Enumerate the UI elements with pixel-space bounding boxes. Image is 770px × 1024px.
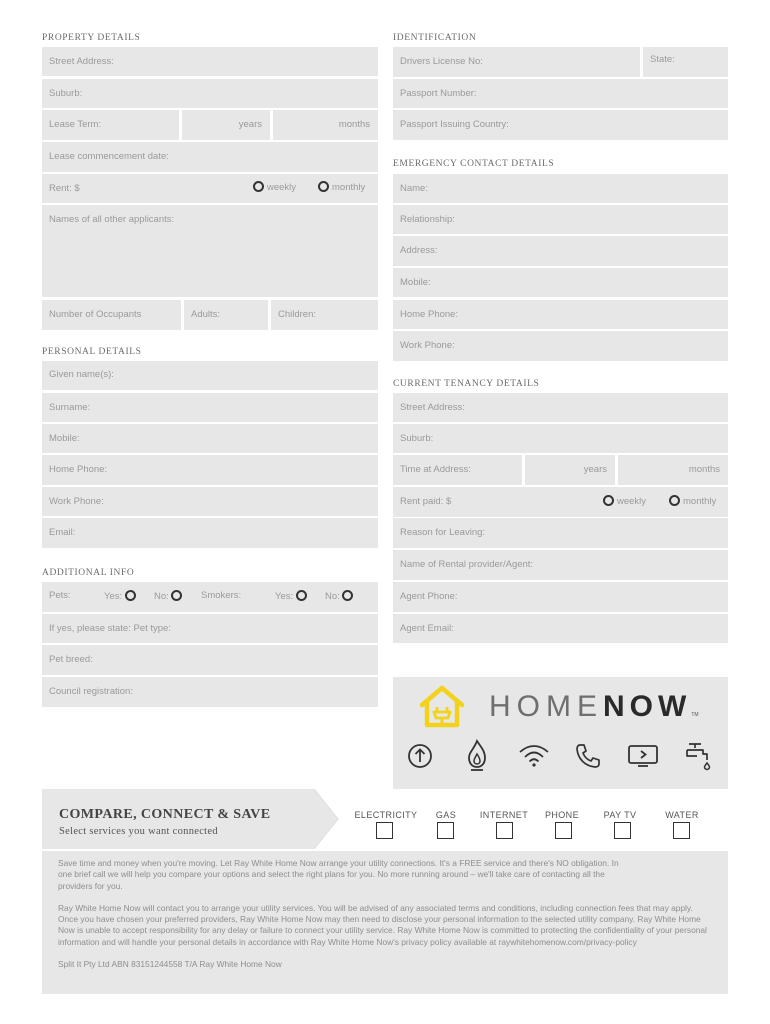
- water-tap-icon: [683, 739, 713, 771]
- rent-monthly-option[interactable]: [318, 181, 365, 193]
- property-heading: PROPERTY DETAILS: [42, 33, 141, 43]
- current-street-label: Street Address:: [400, 402, 465, 413]
- phone-icon: [574, 742, 602, 770]
- service-gas-checkbox[interactable]: [437, 822, 454, 839]
- radio-icon[interactable]: [669, 495, 680, 506]
- personal-email-field[interactable]: [42, 518, 378, 548]
- emergency-address-label: Address:: [400, 245, 438, 256]
- passport-country-field[interactable]: [393, 110, 728, 140]
- smokers-yes-label: Yes:: [275, 591, 294, 602]
- radio-icon[interactable]: [342, 590, 353, 601]
- rental-provider-label: Name of Rental provider/Agent:: [400, 559, 534, 570]
- other-applicants-label: Names of all other applicants:: [49, 214, 175, 225]
- emergency-heading: EMERGENCY CONTACT DETAILS: [393, 159, 555, 169]
- personal-home-phone-field[interactable]: [42, 455, 378, 485]
- personal-email-label: Email:: [49, 527, 76, 538]
- council-registration-field[interactable]: [42, 677, 378, 707]
- footer-abn: Split It Pty Ltd ABN 83151244558 T/A Ray White Home Now: [58, 959, 282, 970]
- property-suburb-field[interactable]: [42, 79, 378, 108]
- passport-field[interactable]: [393, 79, 728, 108]
- compare-bar: [42, 789, 728, 849]
- brand-tm-text: TM: [691, 712, 699, 718]
- service-paytv-checkbox[interactable]: [614, 822, 631, 839]
- rent-label: Rent: $: [49, 183, 80, 194]
- reason-leaving-label: Reason for Leaving:: [400, 527, 486, 538]
- pets-label: Pets:: [49, 590, 71, 601]
- agent-email-label: Agent Email:: [400, 623, 454, 634]
- personal-home-phone-label: Home Phone:: [49, 464, 108, 475]
- current-suburb-label: Suburb:: [400, 433, 434, 444]
- brand-home-text: HOME: [489, 690, 603, 723]
- children-label: Children:: [278, 309, 317, 320]
- rent-monthly-label: monthly: [332, 182, 366, 193]
- electricity-icon: [406, 741, 434, 771]
- other-applicants-field[interactable]: [42, 205, 378, 297]
- service-internet-label: INTERNET: [479, 810, 529, 820]
- emergency-relationship-field[interactable]: [393, 205, 728, 234]
- footer-terms-paragraph: Ray White Home Now will contact you to arrange your utility services. You will be advised of any associated terms and conditions, including connection fees that may apply. Once you have chosen your preferred providers, Ray White Home Now may then need to disclose your personal information to the selected utility company. Ray White Home Now is unable to accept responsibility for any delay or failure to connect your utility service. Ray White Home Now is committed to protecting the confidentiality of your personal information and will handle your personal details in accordance with Ray White Home Now's privacy policy available at raywhitehomenow.com/privacy-policy: [58, 902, 707, 947]
- agent-phone-label: Agent Phone:: [400, 591, 458, 602]
- rent-paid-monthly-option[interactable]: [669, 495, 716, 507]
- gas-flame-icon: [466, 739, 488, 773]
- current-suburb-field[interactable]: [393, 424, 728, 453]
- license-state-label: State:: [650, 54, 675, 65]
- pets-yes-option[interactable]: [104, 590, 139, 602]
- rental-provider-field[interactable]: [393, 550, 728, 580]
- service-electricity-checkbox[interactable]: [376, 822, 393, 839]
- radio-icon[interactable]: [296, 590, 307, 601]
- compare-title: COMPARE, CONNECT & SAVE: [59, 807, 271, 822]
- rent-paid-weekly-option[interactable]: [603, 495, 646, 507]
- personal-mobile-label: Mobile:: [49, 433, 80, 444]
- license-field[interactable]: [393, 47, 640, 77]
- service-electricity-label: ELECTRICITY: [354, 810, 418, 820]
- rent-paid-field[interactable]: [393, 487, 728, 517]
- property-street-field[interactable]: [42, 47, 378, 76]
- pet-type-label: If yes, please state: Pet type:: [49, 623, 171, 634]
- lease-years-label: years: [238, 119, 262, 130]
- time-at-address-field[interactable]: [393, 455, 522, 485]
- rent-paid-label: Rent paid: $: [400, 496, 452, 507]
- pets-no-option[interactable]: [154, 590, 185, 602]
- footer-intro-paragraph: Save time and money when you're moving. Let Ray White Home Now arrange your utility connections. It's a FREE service and there's NO obligation. In one brief call we will help you compare your options and select the right plans for you. No more running around – we'll take care of contacting all the providers for you.: [58, 858, 619, 891]
- service-phone-label: PHONE: [544, 810, 579, 820]
- service-internet-checkbox[interactable]: [496, 822, 513, 839]
- rent-paid-monthly-label: monthly: [683, 496, 717, 507]
- pet-type-field[interactable]: [42, 614, 378, 643]
- house-plug-logo-icon: [417, 683, 467, 729]
- brand-now-text: NOW: [603, 690, 692, 723]
- time-months-field[interactable]: [618, 455, 728, 485]
- given-name-label: Given name(s):: [49, 369, 114, 380]
- time-months-label: months: [688, 464, 720, 475]
- smokers-no-option[interactable]: [325, 590, 356, 602]
- agent-email-field[interactable]: [393, 614, 728, 643]
- council-registration-label: Council registration:: [49, 686, 133, 697]
- personal-heading: PERSONAL DETAILS: [42, 347, 142, 357]
- lease-commencement-field[interactable]: [42, 142, 378, 172]
- emergency-mobile-label: Mobile:: [400, 277, 431, 288]
- pay-tv-icon: [626, 743, 660, 769]
- pet-breed-field[interactable]: [42, 645, 378, 675]
- smokers-label: Smokers:: [201, 590, 242, 601]
- service-phone-checkbox[interactable]: [555, 822, 572, 839]
- service-paytv-label: PAY TV: [603, 810, 637, 820]
- rent-field[interactable]: [42, 174, 378, 203]
- emergency-mobile-field[interactable]: [393, 268, 728, 297]
- internet-wifi-icon: [517, 743, 551, 769]
- occupants-field[interactable]: [42, 300, 181, 330]
- pet-breed-label: Pet breed:: [49, 654, 93, 665]
- pets-no-label: No:: [154, 591, 169, 602]
- adults-field[interactable]: [184, 300, 268, 330]
- radio-icon[interactable]: [318, 181, 329, 192]
- radio-icon[interactable]: [125, 590, 136, 601]
- service-water-label: WATER: [665, 810, 699, 820]
- brand-wordmark: [489, 690, 699, 724]
- current-street-field[interactable]: [393, 393, 728, 422]
- lease-term-label: Lease Term:: [49, 119, 102, 130]
- emergency-name-label: Name:: [400, 183, 428, 194]
- lease-commencement-label: Lease commencement date:: [49, 151, 169, 162]
- occupants-label: Number of Occupants: [49, 309, 142, 320]
- personal-work-phone-label: Work Phone:: [49, 496, 104, 507]
- lease-months-field[interactable]: [273, 110, 378, 140]
- property-street-label: Street Address:: [49, 56, 114, 67]
- emergency-name-field[interactable]: [393, 174, 728, 203]
- pets-smokers-field[interactable]: [42, 582, 378, 612]
- surname-label: Surname:: [49, 402, 91, 413]
- home-now-brand-box: [393, 677, 728, 789]
- additional-heading: ADDITIONAL INFO: [42, 568, 135, 578]
- surname-field[interactable]: [42, 393, 378, 422]
- personal-work-phone-field[interactable]: [42, 487, 378, 516]
- lease-term-field[interactable]: [42, 110, 179, 140]
- emergency-work-phone-label: Work Phone:: [400, 340, 455, 351]
- adults-label: Adults:: [191, 309, 221, 320]
- license-state-field[interactable]: [643, 47, 728, 77]
- lease-years-field[interactable]: [182, 110, 270, 140]
- children-field[interactable]: [271, 300, 378, 330]
- radio-icon[interactable]: [603, 495, 614, 506]
- emergency-home-phone-label: Home Phone:: [400, 309, 459, 320]
- emergency-home-phone-field[interactable]: [393, 300, 728, 329]
- time-at-address-label: Time at Address:: [400, 464, 471, 475]
- emergency-address-field[interactable]: [393, 236, 728, 266]
- lease-months-label: months: [338, 119, 370, 130]
- radio-icon[interactable]: [171, 590, 182, 601]
- passport-country-label: Passport Issuing Country:: [400, 119, 509, 130]
- smokers-yes-option[interactable]: [275, 590, 310, 602]
- time-years-field[interactable]: [525, 455, 615, 485]
- emergency-work-phone-field[interactable]: [393, 331, 728, 361]
- agent-phone-field[interactable]: [393, 582, 728, 612]
- radio-icon[interactable]: [253, 181, 264, 192]
- rent-paid-weekly-label: weekly: [617, 496, 647, 507]
- service-water-checkbox[interactable]: [673, 822, 690, 839]
- current-heading: CURRENT TENANCY DETAILS: [393, 379, 540, 389]
- smokers-no-label: No:: [325, 591, 340, 602]
- reason-leaving-field[interactable]: [393, 518, 728, 548]
- given-name-field[interactable]: [42, 361, 378, 390]
- emergency-relationship-label: Relationship:: [400, 214, 455, 225]
- property-suburb-label: Suburb:: [49, 88, 83, 99]
- rent-weekly-option[interactable]: [253, 181, 296, 193]
- footer-disclaimer: [42, 851, 728, 994]
- personal-mobile-field[interactable]: [42, 424, 378, 453]
- compare-subtitle: Select services you want connected: [59, 826, 218, 837]
- time-years-label: years: [583, 464, 607, 475]
- rent-weekly-label: weekly: [267, 182, 297, 193]
- passport-label: Passport Number:: [400, 88, 477, 99]
- service-gas-label: GAS: [435, 810, 457, 820]
- identification-heading: IDENTIFICATION: [393, 33, 477, 43]
- license-label: Drivers License No:: [400, 56, 483, 67]
- pets-yes-label: Yes:: [104, 591, 123, 602]
